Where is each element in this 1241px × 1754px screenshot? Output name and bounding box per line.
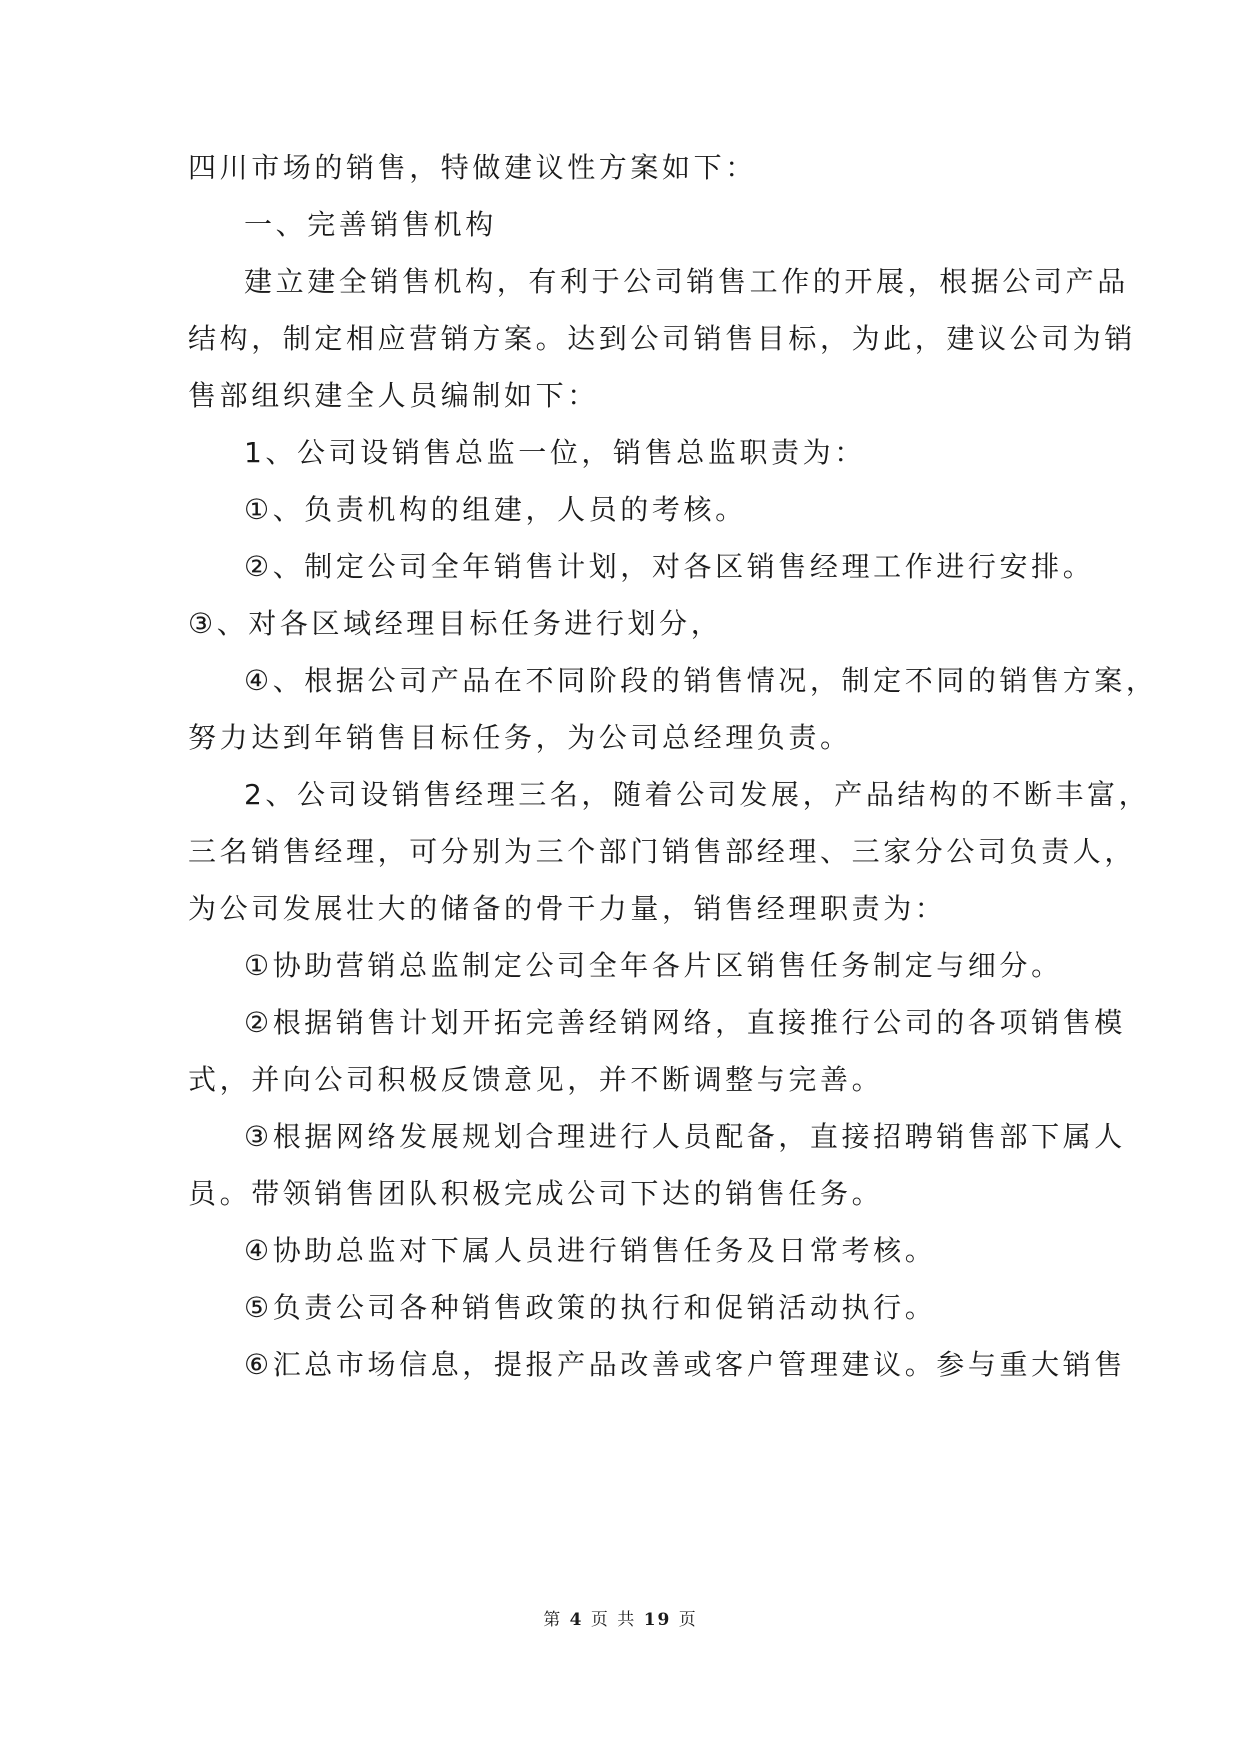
- text-line-20: ④协助总监对下属人员进行销售任务及日常考核。: [244, 1234, 937, 1267]
- current-page-number: 4: [569, 1610, 584, 1630]
- text-line-15: ①协助营销总监制定公司全年各片区销售任务制定与细分。: [244, 949, 1063, 982]
- total-page-count: 19: [643, 1610, 672, 1630]
- text-line-17: 式，并向公司积极反馈意见，并不断调整与完善。: [188, 1063, 884, 1096]
- text-line-16: ②根据销售计划开拓完善经销网络，直接推行公司的各项销售模: [244, 1006, 1126, 1039]
- text-line-9: ③、对各区域经理目标任务进行划分，: [188, 607, 723, 640]
- text-line-12: 2、公司设销售经理三名，随着公司发展，产品结构的不断丰富，: [244, 778, 1151, 811]
- text-line-22: ⑥汇总市场信息，提报产品改善或客户管理建议。参与重大销售: [244, 1348, 1126, 1381]
- section-heading-1: 一、完善销售机构: [244, 208, 497, 241]
- footer-prefix: 第: [543, 1610, 563, 1630]
- page-footer: [0, 1608, 1241, 1632]
- text-line-4: 结构，制定相应营销方案。达到公司销售目标，为此，建议公司为销: [188, 322, 1137, 355]
- text-line-13: 三名销售经理，可分别为三个部门销售部经理、三家分公司负责人，: [188, 835, 1137, 868]
- text-line-19: 员。带领销售团队积极完成公司下达的销售任务。: [188, 1177, 884, 1210]
- text-line-5: 售部组织建全人员编制如下：: [188, 379, 599, 412]
- text-line-18: ③根据网络发展规划合理进行人员配备，直接招聘销售部下属人: [244, 1120, 1126, 1153]
- footer-middle: 页 共: [590, 1610, 637, 1630]
- text-line-6: 1、公司设销售总监一位，销售总监职责为：: [244, 436, 866, 469]
- text-line-7: ①、负责机构的组建，人员的考核。: [244, 493, 747, 526]
- text-line-1: 四川市场的销售，特做建议性方案如下：: [188, 151, 757, 184]
- text-line-10: ④、根据公司产品在不同阶段的销售情况，制定不同的销售方案，: [244, 664, 1158, 697]
- text-line-11: 努力达到年销售目标任务，为公司总经理负责。: [188, 721, 852, 754]
- text-line-3: 建立建全销售机构，有利于公司销售工作的开展，根据公司产品: [244, 265, 1129, 298]
- text-line-14: 为公司发展壮大的储备的骨干力量，销售经理职责为：: [188, 892, 947, 925]
- text-line-21: ⑤负责公司各种销售政策的执行和促销活动执行。: [244, 1291, 937, 1324]
- text-line-8: ②、制定公司全年销售计划，对各区销售经理工作进行安排。: [244, 550, 1095, 583]
- footer-suffix: 页: [678, 1610, 698, 1630]
